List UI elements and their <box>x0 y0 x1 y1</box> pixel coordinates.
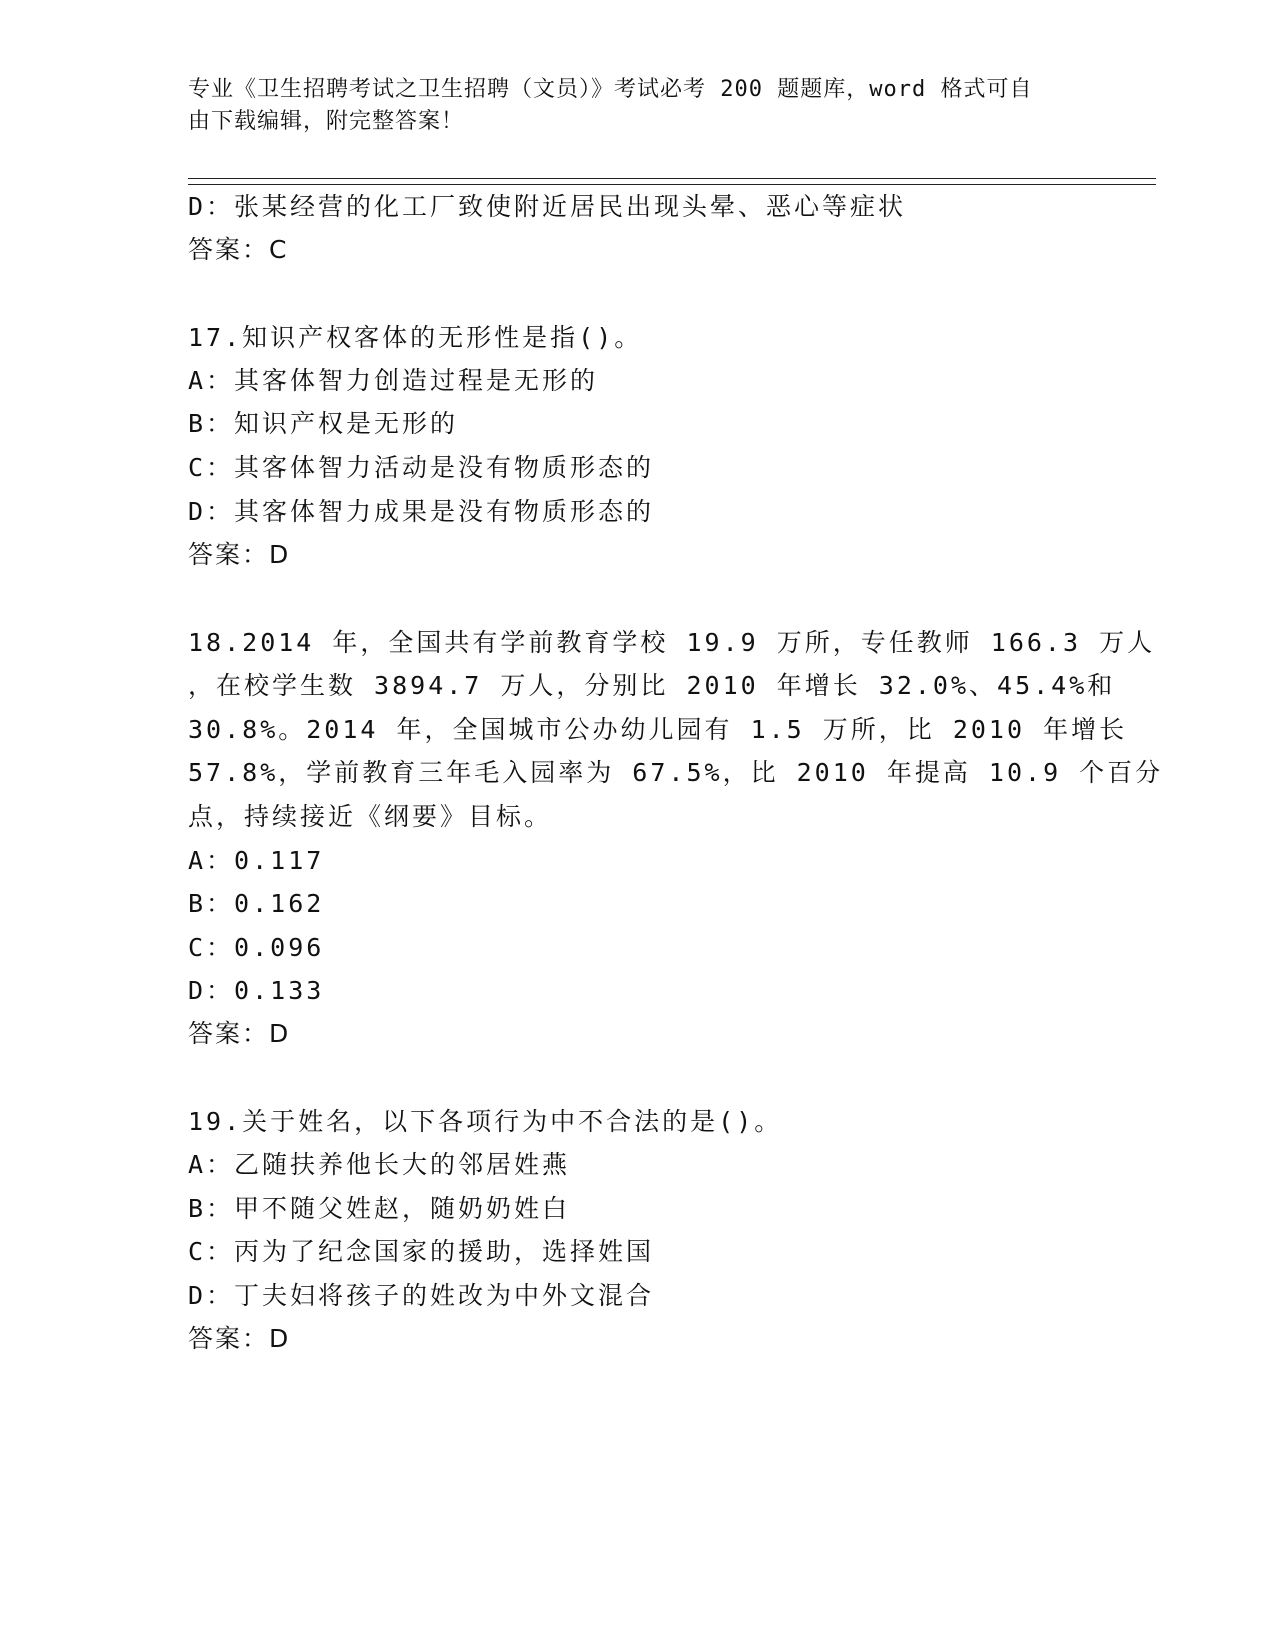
q18-answer: 答案：D <box>188 1019 291 1048</box>
q16-option-d: D：张某经营的化工厂致使附近居民出现头晕、恶心等症状 <box>188 192 907 221</box>
q17-stem: 17.知识产权客体的无形性是指()。 <box>188 323 643 352</box>
q19-option-b: B：甲不随父姓赵，随奶奶姓白 <box>188 1194 571 1223</box>
q17-option-a: A：其客体智力创造过程是无形的 <box>188 366 599 395</box>
q18-stem-line-4: 57.8%，学前教育三年毛入园率为 67.5%，比 2010 年提高 10.9 个百分 <box>188 758 1164 787</box>
q19-option-c: C：丙为了纪念国家的援助，选择姓国 <box>188 1237 655 1266</box>
header-line-1: 专业《卫生招聘考试之卫生招聘（文员）》考试必考 200 题题库，word 格式可自 <box>188 77 1033 102</box>
q19-option-d: D：丁夫妇将孩子的姓改为中外文混合 <box>188 1281 655 1310</box>
q19-answer: 答案：D <box>188 1324 291 1353</box>
header-line-2: 由下载编辑，附完整答案！ <box>188 109 465 134</box>
q18-option-d: D：0.133 <box>188 976 325 1005</box>
q17-option-c: C：其客体智力活动是没有物质形态的 <box>188 453 655 482</box>
header-divider-top <box>188 178 1156 179</box>
q19-stem: 19.关于姓名，以下各项行为中不合法的是()。 <box>188 1107 783 1136</box>
q18-stem-line-2: ，在校学生数 3894.7 万人，分别比 2010 年增长 32.0%、45.4%和 <box>188 671 1116 700</box>
q17-option-b: B：知识产权是无形的 <box>188 409 459 438</box>
q18-option-c: C：0.096 <box>188 933 325 962</box>
q18-stem-line-5: 点，持续接近《纲要》目标。 <box>188 802 553 831</box>
q17-option-d: D：其客体智力成果是没有物质形态的 <box>188 497 655 526</box>
q18-stem-line-3: 30.8%。2014 年，全国城市公办幼儿园有 1.5 万所，比 2010 年增长 <box>188 715 1128 744</box>
q18-stem-line-1: 18.2014 年，全国共有学前教育学校 19.9 万所，专任教师 166.3 万人 <box>188 628 1156 657</box>
q18-option-b: B：0.162 <box>188 889 325 918</box>
document-header <box>188 74 1068 138</box>
q17-answer: 答案：D <box>188 540 291 569</box>
q18-option-a: A：0.117 <box>188 846 325 875</box>
q19-option-a: A：乙随扶养他长大的邻居姓燕 <box>188 1150 571 1179</box>
q16-answer: 答案：C <box>188 235 289 264</box>
